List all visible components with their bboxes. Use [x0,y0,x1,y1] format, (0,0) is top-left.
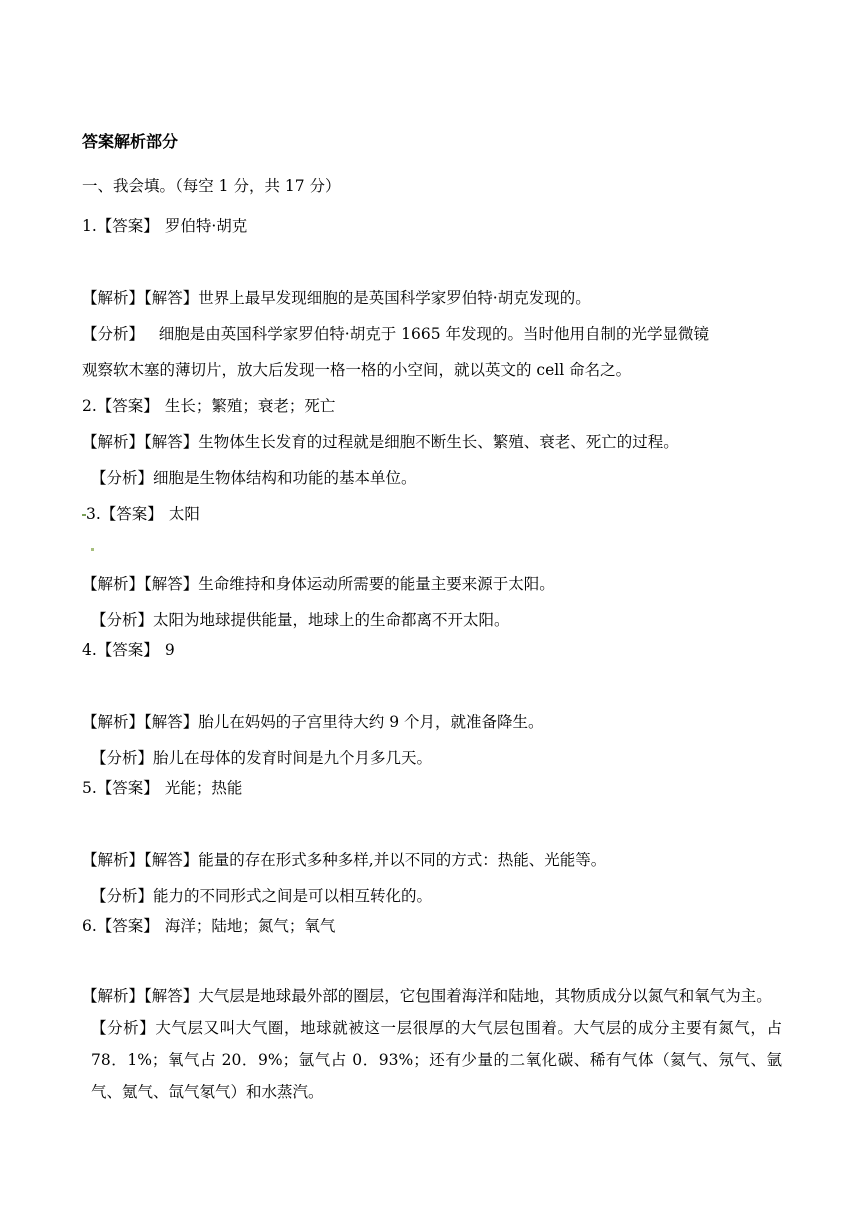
answer-tag: 【答案】 [100,505,163,523]
answer-tag: 【答案】 [96,917,159,935]
item-number: 1. [82,217,97,235]
fenxi-tag: 【分析】 [82,325,145,343]
jiexi-text: 能量的存在形式多种多样,并以不同的方式：热能、光能等。 [198,851,607,869]
answer-line [82,914,782,950]
item-number: 6. [82,917,97,935]
page-title: 答案解析部分 [82,132,179,151]
fenxi-text: 胎儿在母体的发育时间是九个月多几天。 [153,749,433,767]
answer-tag: 【答案】 [96,217,159,235]
item-number: 3. [86,505,101,523]
answer-tag: 【答案】 [96,397,159,415]
answer-line [82,776,782,812]
fenxi-text: 太阳为地球提供能量，地球上的生命都离不开太阳。 [153,611,510,629]
fenxi-paragraph [82,1012,782,1108]
item-number: 2. [82,397,97,415]
jiexi-paragraph [82,980,782,1012]
spacer [82,812,782,842]
fenxi-line [82,878,782,914]
fenxi-tag: 【分析】 [91,1019,156,1037]
answer-list [82,214,782,1108]
fenxi-tag: 【分析】 [91,887,154,905]
jiexi-text: 生物体生长发育的过程就是细胞不断生长、繁殖、衰老、死亡的过程。 [198,433,679,451]
fenxi-line [82,316,782,352]
fenxi-text: 大气层又叫大气圈，地球就被这一层很厚的大气层包围着。大气层的成分主要有氮气，占 78．1%；氧气占 20．9%；氩气占 0．93%；还有少量的二氧化碳、稀有气体（氦气、氖气、氩气、氪气、氙气氡气）和水蒸汽。 [91,1019,782,1101]
spacer [82,674,782,704]
jiexi-line [82,842,782,878]
jiexi-text: 世界上最早发现细胞的是英国科学家罗伯特·胡克发现的。 [198,289,591,307]
jiexi-tag: 【解析】【解答】 [82,289,199,307]
jiexi-text: 大气层是地球最外部的圈层，它包围着海洋和陆地，其物质成分以氮气和氧气为主。 [198,987,772,1005]
jiexi-line [82,280,782,316]
jiexi-tag: 【解析】【解答】 [82,433,199,451]
spacer [82,250,782,280]
item-number: 4. [82,641,97,659]
answer-value: 太阳 [168,505,200,523]
fenxi-tag: 【分析】 [91,611,154,629]
jiexi-line [82,424,782,460]
answer-value: 生长；繁殖；衰老；死亡 [164,397,336,415]
answer-item-2 [82,388,782,496]
answer-item-5 [82,776,782,914]
jiexi-line [82,566,782,602]
fenxi-text: 观察软木塞的薄切片，放大后发现一格一格的小空间，就以英文的 cell 命名之。 [82,361,632,379]
answer-item-1 [82,214,782,388]
fenxi-text: 能力的不同形式之间是可以相互转化的。 [153,887,433,905]
jiexi-text: 生命维持和身体运动所需要的能量主要来源于太阳。 [198,575,555,593]
jiexi-tag: 【解析】【解答】 [82,987,199,1005]
answer-tag: 【答案】 [96,779,159,797]
jiexi-tag: 【解析】【解答】 [82,713,199,731]
fenxi-line-continued [82,352,782,388]
answer-value: 海洋；陆地；氮气；氧气 [164,917,336,935]
answer-item-4 [82,638,782,776]
section-heading: 一、我会填。（每空 1 分，共 17 分） [82,177,341,195]
fenxi-line [82,460,782,496]
item-number: 5. [82,779,97,797]
answer-line [82,388,782,424]
answer-item-6 [82,914,782,1108]
jiexi-line [82,704,782,740]
answer-line [82,214,782,250]
answer-value: 光能；热能 [164,779,243,797]
answer-item-3 [82,496,782,638]
spacer [82,950,782,980]
fenxi-line [82,602,782,638]
answer-line [82,496,782,532]
jiexi-text: 胎儿在妈妈的子宫里待大约 9 个月，就准备降生。 [198,713,544,731]
fenxi-tag: 【分析】 [91,749,154,767]
stray-mark [82,532,782,566]
jiexi-tag: 【解析】【解答】 [82,851,199,869]
answer-tag: 【答案】 [96,641,159,659]
answer-value: 罗伯特·胡克 [164,217,248,235]
fenxi-tag: 【分析】 [91,469,154,487]
answer-line [82,638,782,674]
answer-value: 9 [164,641,175,659]
fenxi-line [82,740,782,776]
jiexi-tag: 【解析】【解答】 [82,575,199,593]
fenxi-text: 细胞是生物体结构和功能的基本单位。 [153,469,417,487]
fenxi-text: 细胞是由英国科学家罗伯特·胡克于 1665 年发现的。当时他用自制的光学显微镜 [158,325,710,343]
